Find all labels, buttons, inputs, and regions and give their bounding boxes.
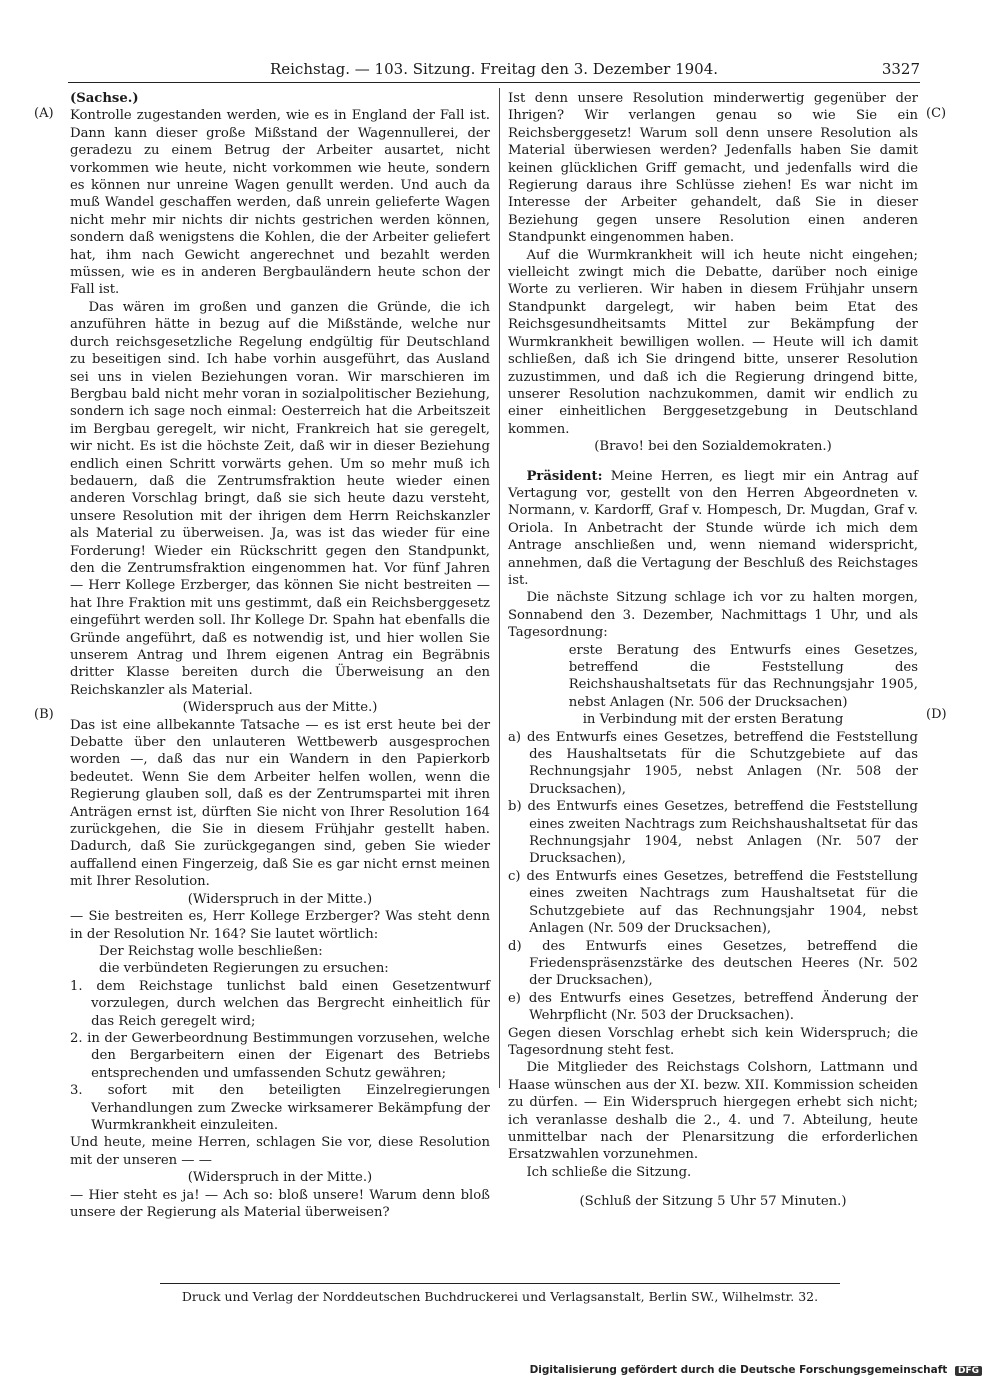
margin-mark-c: (C) — [926, 106, 947, 121]
spacer — [508, 1181, 918, 1193]
agenda-item: d) des Entwurfs eines Gesetzes, betreffend die Friedenspräsenzstärke des deutschen Heeres (Nr. 502 der Drucksachen), — [508, 938, 918, 989]
closing-note: (Schluß der Sitzung 5 Uhr 57 Minuten.) — [579, 1194, 847, 1210]
paragraph: Das ist eine allbekannte Tatsache — es ist erst heute bei der Debatte über den unlauteren Wettbewerb ausgesprochen worden —, daß das nur ein Wandern in den Papierkorb bedeutet. Wenn Sie dem Arbeiter helfen wollen, wenn die Regierung glauben soll, daß es der Zentrumspartei mit ihren Anträgen ernst ist, dürften Sie nicht von Ihrer Resolution 164 zurückgehen, die Sie in diesem Frühjahr gestellt haben. Dadurch, daß Sie zurückgegangen sind, geben Sie wieder auffallend einen Fingerzeig, daß Sie es gar nicht ernst meinen mit Ihrer Resolution. — [70, 717, 490, 890]
paragraph: Das wären im großen und ganzen die Gründe, die ich anzuführen hätte in bezug auf die Mißstände, welche nur durch reichsgesetzliche Regelung endgültig für Deutschland zu beseitigen sind. Ich habe vorhin ausgeführt, das Ausland sei uns in vielen Beziehungen voran. Wir marschieren im Bergbau bald nicht mehr voran in sozialpolitischer Beziehung, sondern ich sage noch einmal: Oesterreich hat die Arbeitszeit im Bergbau geregelt, wir nicht, Frankreich hat sie geregelt, wir nicht. Es ist die höchste Zeit, daß wir in dieser Beziehung endlich einen Schritt vorwärts gehen. Um so mehr muß ich bedauern, daß die Zentrumsfraktion heute wieder einen anderen Vorschlag bringt, daß sie sich heute dazu versteht, unsere Resolution mit der ihrigen dem Herrn Reichskanzler als Material zu überweisen. Ja, was ist das wieder für eine Forderung! Wieder ein Rückschritt gegen den Standpunkt, den die Zentrumsfraktion eingenommen hat. Vor fünf Jahren — Herr Kollege Erzberger, das können Sie nicht bestreiten — hat Ihre Fraktion mit uns gestimmt, daß ein Reichsberggesetz eingeführt werden soll. Ihr Kollege Dr. Spahn hat ebenfalls die Gründe angeführt, daß es notwendig ist, und hier wollen Sie unserem Antrag und Ihrem eigenen Antrag ein Begräbnis dritter Klasse bereiten durch die Überweisung an den Reichskanzler als Material. — [70, 299, 490, 698]
agenda-item: c) des Entwurfs eines Gesetzes, betreffend die Feststellung eines zweiten Nachtrags zum Haushaltsetat für die Schutzgebiete auf das Rechnungsjahr 1904, nebst Anlagen (Nr. 509 der Drucksachen), — [508, 868, 918, 937]
right-column — [508, 90, 918, 1211]
margin-mark-d: (D) — [926, 707, 947, 722]
running-header — [68, 60, 920, 82]
quote-item: 1. dem Reichstage tunlichst bald einen Gesetzentwurf vorzulegen, durch welchen das Bergrecht einheitlich für das Reich geregelt wird; — [70, 978, 490, 1029]
quote-item: 2. in der Gewerbeordnung Bestimmungen vorzusehen, welche den Bergarbeitern einen der Eigenart des Betriebs entsprechenden und umfassenden Schutz gewähren; — [70, 1030, 490, 1081]
left-column — [70, 90, 490, 1221]
spacer — [508, 456, 918, 468]
paragraph: Die Mitglieder des Reichstags Colshorn, Lattmann und Haase wünschen aus der XI. bezw. XII. Kommission scheiden zu dürfen. — Ein Widerspruch hiergegen erhebt sich nicht; ich veranlasse deshalb die 2., 4. und 7. Abteilung, heute unmittelbar nach der Plenarsitzung die erforderlichen Ersatzwahlen vorzunehmen. — [508, 1060, 918, 1163]
speaker-tag: (Sachse.) — [70, 91, 139, 106]
footer-rule — [160, 1283, 840, 1284]
header-title: Reichstag. — 103. Sitzung. Freitag den 3. Dezember 1904. — [269, 60, 719, 78]
quote-intro: Der Reichstag wolle beschließen: — [99, 943, 323, 959]
quote-item: 3. sofort mit den beteiligten Einzelregierungen Verhandlungen zum Zwecke wirksamerer Bekämpfung der Wurmkrankheit einzuleiten. — [70, 1083, 490, 1133]
agenda-item: e) des Entwurfs eines Gesetzes, betreffend Änderung der Wehrpflicht (Nr. 503 der Drucksachen). — [508, 990, 918, 1024]
paragraph: Ist denn unsere Resolution minderwertig gegenüber der Ihrigen? Wir verlangen genau so wie Sie ein Reichsberggesetz! Warum soll denn unsere Resolution als Material überwiesen werden? Jedenfalls haben Sie damit keinen glücklichen Griff gemacht, und jedenfalls wird die Regierung daraus ihre Schlüsse ziehen! Es war nicht im Interesse der Arbeiter gehandelt, daß Sie in dieser Beziehung gegen unsere Resolution einen anderen Standpunkt eingenommen haben. — [508, 91, 918, 246]
interjection: (Widerspruch in der Mitte.) — [187, 1170, 373, 1186]
paragraph-text: Meine Herren, es liegt mir ein Antrag auf Vertagung vor, gestellt von den Herren Abgeordneten v. Normann, v. Kardorff, Graf v. Hompesch, Dr. Mugdan, Graf v. Oriola. In Anbetracht der Stunde würde ich mich dem Antrage anschließen und, wenn niemand widerspricht, annehmen, daß die Vertagung der Beschluß des Reichstages ist. — [508, 468, 918, 588]
agenda-main: erste Beratung des Entwurfs eines Gesetzes, betreffend die Feststellung des Reichshaushaltsetats für das Rechnungsjahr 1905, nebst Anlagen (Nr. 506 der Drucksachen) — [568, 642, 918, 710]
paragraph: Und heute, meine Herren, schlagen Sie vor, diese Resolution mit der unseren — — — [70, 1135, 490, 1168]
dfg-logo-icon: DFG — [955, 1366, 982, 1376]
paragraph: Kontrolle zugestanden werden, wie es in England der Fall ist. Dann kann dieser große Mißstand der Wagennullerei, der geradezu zu einem Betrug der Arbeiter ausartet, nicht vorkommen wie heute, nicht vorkommen wie heute, sondern es können nur unreine Wagen genullt werden. Und auch da muß Wandel geschaffen werden, daß unrein gelieferte Wagen nicht mehr mir nichts dir nichts gestrichen werden können, sondern daß wenigstens die Kohlen, die der Arbeiter geliefert hat, ihm nach Gewicht angerechnet und bezahlt werden müssen, wie es in anderen Bergbauländern heute schon der Fall ist. — [70, 108, 490, 298]
page-number: 3327 — [881, 60, 920, 78]
paragraph: — Sie bestreiten es, Herr Kollege Erzberger? Was steht denn in der Resolution Nr. 164? Sie lautet wörtlich: — [70, 909, 490, 942]
header-rule — [68, 82, 920, 83]
margin-mark-a: (A) — [34, 106, 54, 121]
printer-imprint: Druck und Verlag der Norddeutschen Buchdruckerei und Verlagsanstalt, Berlin SW., Wilhelmstr. 32. — [181, 1289, 819, 1304]
agenda-item: b) des Entwurfs eines Gesetzes, betreffend die Feststellung eines zweiten Nachtrags zum Reichshaushaltsetat für das Rechnungsjahr 1904, nebst Anlagen (Nr. 507 der Drucksachen), — [508, 799, 918, 867]
president-paragraph — [508, 468, 918, 590]
interjection: (Widerspruch aus der Mitte.) — [182, 700, 378, 716]
speaker-label: Präsident: — [526, 468, 603, 484]
quote-intro: die verbündeten Regierungen zu ersuchen: — [99, 961, 389, 977]
applause: (Bravo! bei den Sozialdemokraten.) — [594, 439, 832, 455]
digitization-credit — [530, 1364, 982, 1376]
paragraph: Die nächste Sitzung schlage ich vor zu halten morgen, Sonnabend den 3. Dezember, Nachmittags 1 Uhr, und als Tagesordnung: — [508, 590, 918, 641]
interjection: (Widerspruch in der Mitte.) — [187, 891, 373, 907]
agenda-item: a) des Entwurfs eines Gesetzes, betreffend die Feststellung des Haushaltsetats für die Schutzgebiete auf das Rechnungsjahr 1905, nebst Anlagen (Nr. 508 der Drucksachen), — [508, 729, 918, 797]
paragraph: Auf die Wurmkrankheit will ich heute nicht eingehen; vielleicht zwingt mich die Debatte, darüber noch einige Worte zu verlieren. Wir haben in diesem Frühjahr unsern Standpunkt dargelegt, wir haben beim Etat des Reichsgesundheitsamts Mittel zur Bekämpfung der Wurmkrankheit bewilligen wollen. — Heute will ich damit schließen, daß ich Sie dringend bitte, unserer Resolution zuzustimmen, und daß ich die Regierung dringend bitte, unserer Resolution nachzukommen, damit wir endlich zu einer einheitlichen Berggesetzgebung in Deutschland kommen. — [508, 247, 918, 437]
paragraph: Gegen diesen Vorschlag erhebt sich kein Widerspruch; die Tagesordnung steht fest. — [508, 1025, 918, 1058]
paragraph: Ich schließe die Sitzung. — [526, 1164, 692, 1180]
agenda-connector: in Verbindung mit der ersten Beratung — [582, 712, 844, 728]
paragraph: — Hier steht es ja! — Ach so: bloß unsere! Warum denn bloß unsere der Regierung als Material überweisen? — [70, 1187, 490, 1220]
column-divider — [499, 88, 500, 1088]
credit-text: Digitalisierung gefördert durch die Deutsche Forschungsgemeinschaft — [529, 1364, 948, 1376]
margin-mark-b: (B) — [34, 707, 54, 722]
